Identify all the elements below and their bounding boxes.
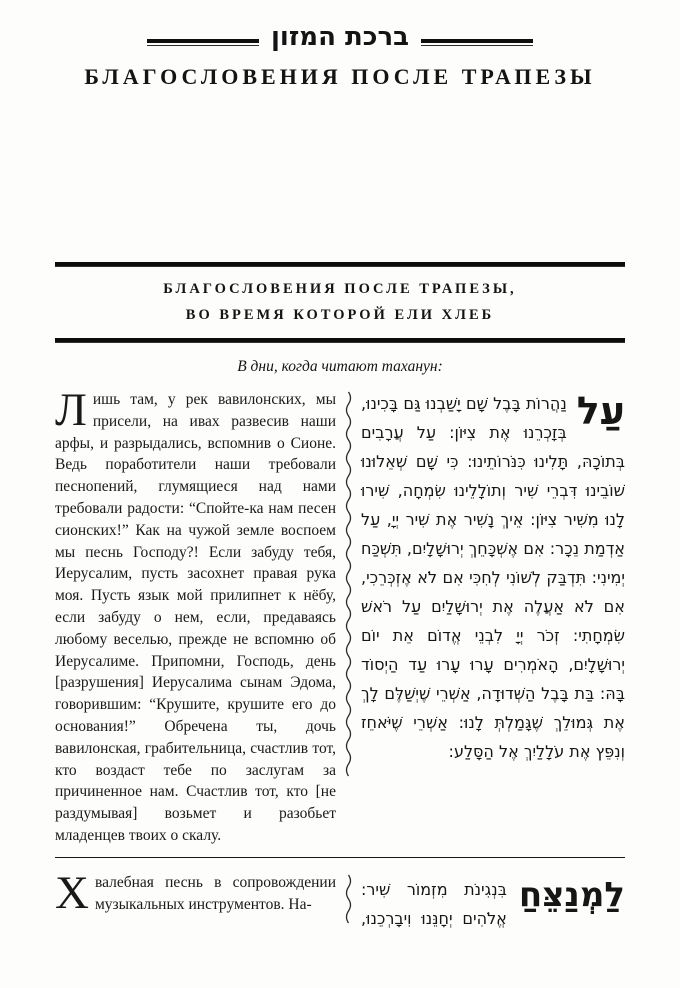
section-divider-rule <box>55 857 625 858</box>
psalm137-russian-text: ишь там, у рек вавилонских, мы присели, на ивах развесив наши арфы, и разрыдались, вспомнив о Сионе. Ведь поработители наши требовали песнопений, глумящиеся над нами требовали радости: “Спойте-ка нам песен сионских!” Как на чужой земле воспоем мы песнь Господу?! Если забуду тебя, Иерусалим, пусть засохнет правая рука моя. Пусть язык мой прилипнет к нёбу, если забуду о нем, если, предаваясь любому веселью, прежде не вспомню об Иерусалиме. Припомни, Господь, день [разрушения] Иерусалима сынам Эдома, говорившим: “Крушите, крушите его до основания!” Обречена ты, дочь вавилонская, грабительница, счастлив тот, кто воздаст тебе по заслугам за причиненное нам. Счастлив тот, кто [не раздумывая] возьмет и разобьет младенцев твоих о скалу. <box>55 391 336 844</box>
hebrew-dropword: עַל <box>576 389 625 433</box>
section-rule-bottom <box>55 338 625 343</box>
hebrew-page-title: ברכת המזון <box>271 22 409 52</box>
psalm67-hebrew-lines <box>361 872 507 933</box>
wavy-column-divider-icon <box>344 874 353 924</box>
rubric-instruction: В дни, когда читают таханун: <box>237 358 443 375</box>
psalm67-columns <box>55 866 625 933</box>
psalm67-hebrew-line2: אֱלֹהִים יְחָנֵּנוּ וִיבָרְכֵנוּ, <box>361 908 507 928</box>
psalm67-hebrew-line1: בִּנְגִינֹת מִזְמוֹר שִׁיר: <box>361 879 507 899</box>
masthead <box>55 16 625 58</box>
masthead-rule-left <box>147 39 259 46</box>
blank-space <box>55 90 625 262</box>
psalm67-russian-column <box>55 866 336 919</box>
psalm137-hebrew-text: נַהֲרוֹת בָּבֶל שָׁם יָשַׁבְנוּ גַּם בָּכִינוּ, בְּזָכְרֵנוּ אֶת צִיּוֹן: עַל עֲרָבִים בְּתוֹכָהּ, תָּלִינוּ כִּנֹּרוֹתֵינוּ: כִּי שָׁם שְׁאֵלוּנוּ שׁוֹבֵינוּ דִּבְרֵי שִׁיר וְתוֹלָלֵינוּ שִׂמְחָה, שִׁירוּ לָנוּ מִשִּׁיר צִיּוֹן: אֵיךְ נָשִׁיר אֶת שִׁיר יְיָ, עַל אַדְמַת נֵכָר: אִם אֶשְׁכָּחֵךְ יְרוּשָׁלָיִם, תִּשְׁכַּח יְמִינִי: תִּדְבַּק לְשׁוֹנִי לְחִכִּי אִם לֹא אֶזְכְּרֵכִי, אִם לֹא אַעֲלֶה אֶת יְרוּשָׁלַיִם עַל רֹאשׁ שִׂמְחָתִי: זְכֹר יְיָ לִבְנֵי אֱדוֹם אֵת יוֹם יְרוּשָׁלָיִם, הָאֹמְרִים עָרוּ עָרוּ עַד הַיְסוֹד בָּהּ: בַּת בָּבֶל הַשְּׁדוּדָה, אַשְׁרֵי שֶׁיְשַׁלֶּם לָךְ אֶת גְּמוּלֵךְ שֶׁגָּמַלְתְּ לָנוּ: אַשְׁרֵי שֶׁיֹּאחֵז וְנִפֵּץ אֶת עֹלָלַיִךְ אֶל הַסָּלַע: <box>361 394 625 761</box>
russian-dropcap: Л <box>55 384 87 436</box>
section-heading-line2: ВО ВРЕМЯ КОТОРОЙ ЕЛИ ХЛЕБ <box>185 307 495 323</box>
russian-page-title: БЛАГОСЛОВЕНИЯ ПОСЛЕ ТРАПЕЗЫ <box>84 64 596 89</box>
section-heading-line1: БЛАГОСЛОВЕНИЯ ПОСЛЕ ТРАПЕЗЫ, <box>163 281 517 297</box>
psalm137-columns <box>55 384 625 847</box>
hebrew-dropword: לַמְנַצֵּחַ <box>518 874 625 915</box>
psalm137-russian-column <box>55 384 336 847</box>
wavy-column-divider-icon <box>344 391 353 783</box>
psalm67-hebrew-column <box>361 872 625 933</box>
masthead-rule-right <box>421 39 533 46</box>
psalm137-hebrew-column <box>361 389 625 766</box>
russian-dropcap: Х <box>55 866 89 919</box>
section-heading <box>55 267 625 338</box>
psalm67-russian-text: валебная песнь в сопровождении музыкальных инструментов. На- <box>94 873 336 913</box>
